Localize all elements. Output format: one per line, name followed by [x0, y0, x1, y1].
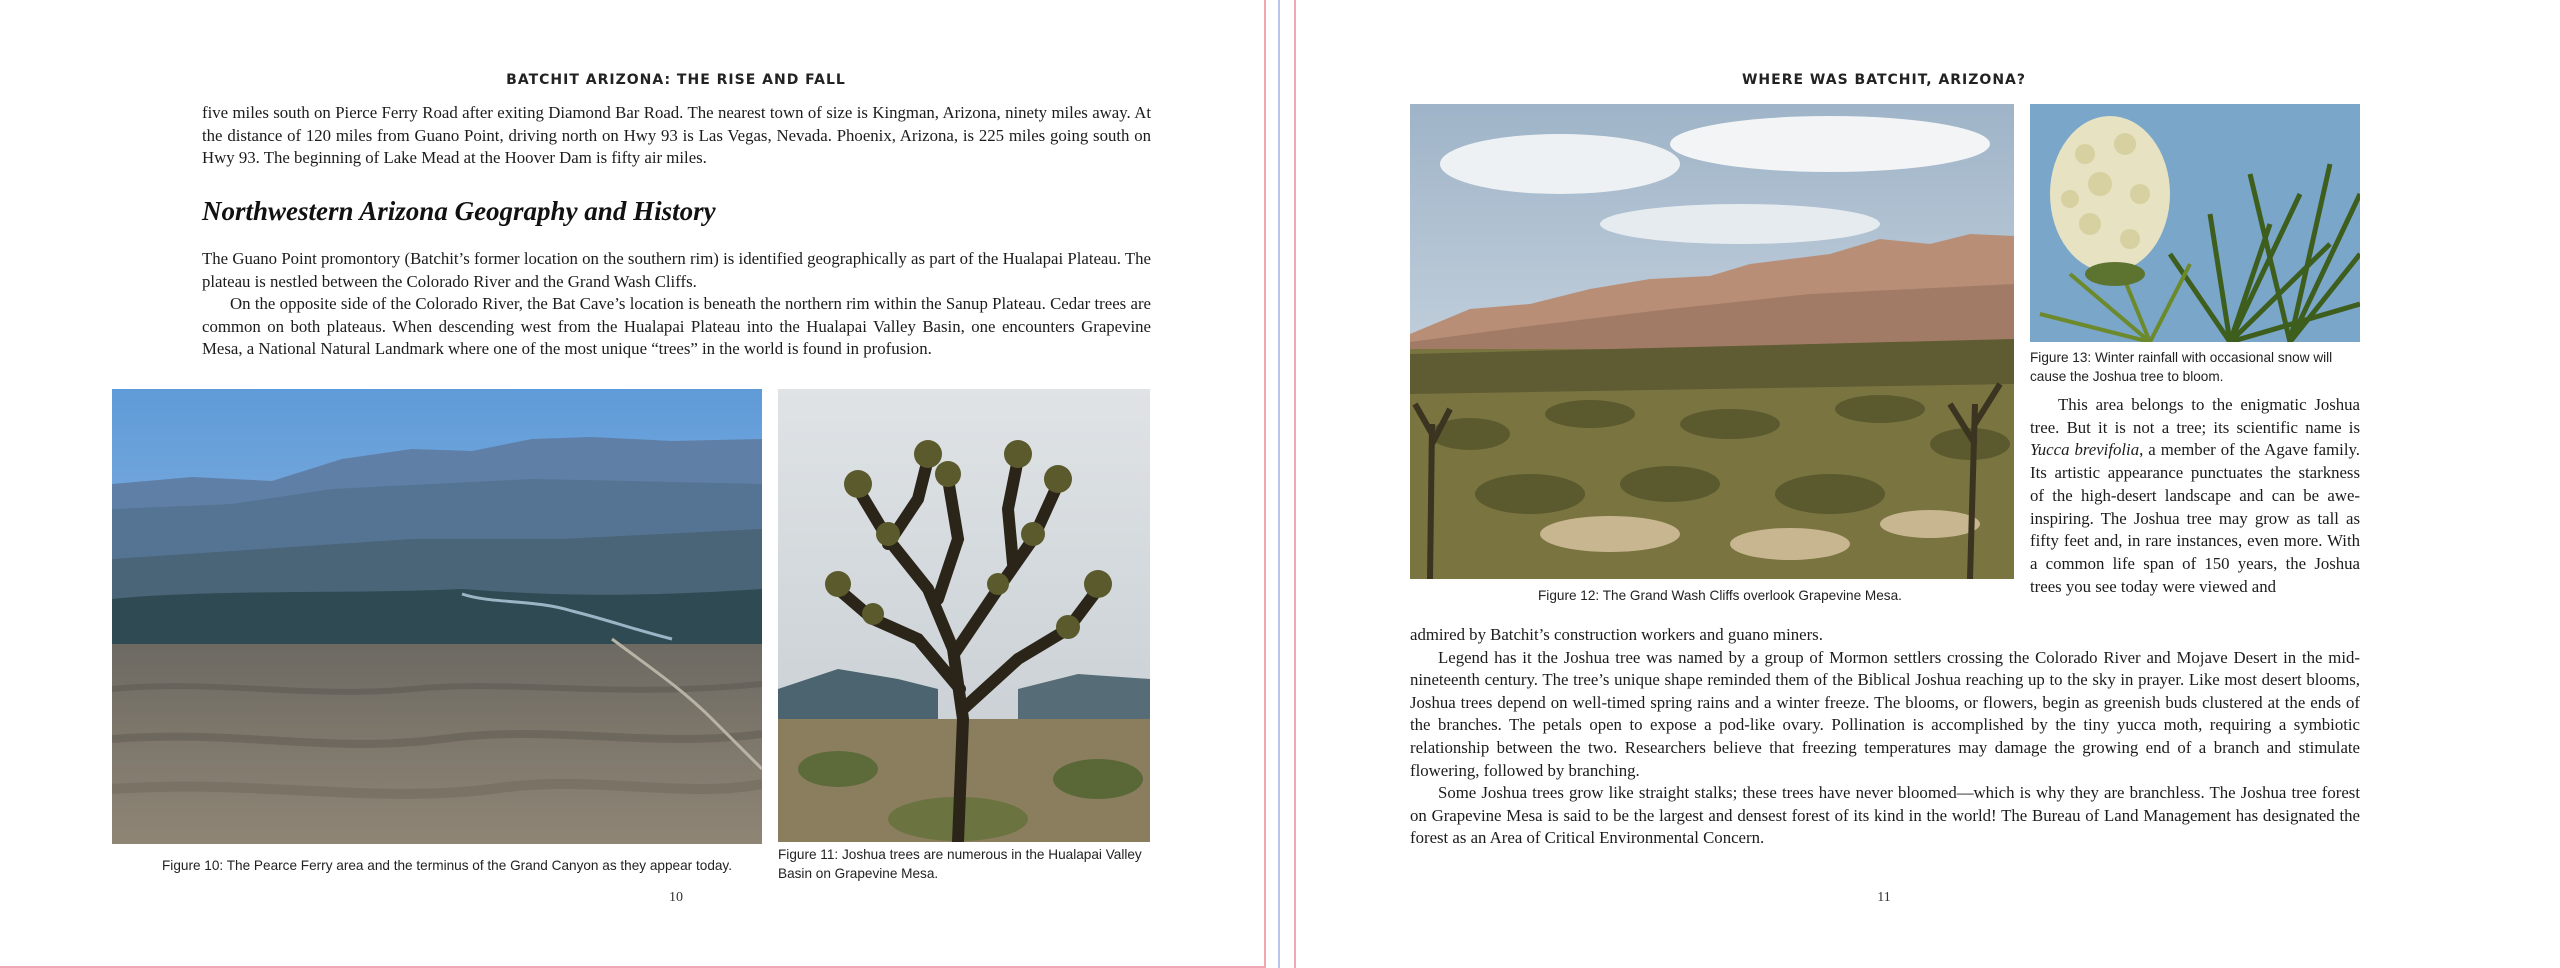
gutter-line — [1278, 0, 1280, 968]
opening-paragraph: five miles south on Pierce Ferry Road after exiting Diamond Bar Road. The nearest town of size is Kingman, Arizona, ninety miles away. At the distance of 120 miles from Guano Point, driving north on Hwy 93 is Las Vegas, Nevada. Phoenix, Arizona, is 225 miles going south on Hwy 93. The beginning of Lake Mead at the Hoover Dam is fifty air miles. — [202, 103, 1151, 168]
geography-paragraph-1: The Guano Point promontory (Batchit’s former location on the southern rim) is identified geographically as part of the Hualapai Plateau. The plateau is nestled between the Colorado River and the Grand Wash Cliffs. — [202, 249, 1151, 291]
right-running-head: WHERE WAS BATCHIT, ARIZONA? — [1741, 72, 2026, 88]
geography-text — [202, 248, 1151, 361]
stalks-paragraph: Some Joshua trees grow like straight stalks; these trees have never bloomed—which is why they are branchless. The Joshua tree forest on Grapevine Mesa is said to be the largest and densest forest of its kind in the world! The Bureau of Land Management has designated the forest as an Area of Critical Environmental Concern. — [1410, 783, 2360, 848]
left-page-number: 10 — [669, 890, 683, 905]
figure-10-caption: Figure 10: The Pearce Ferry area and the terminus of the Grand Canyon as they appear today. — [162, 858, 733, 873]
left-page — [0, 0, 1264, 968]
legend-paragraph: Legend has it the Joshua tree was named by a group of Mormon settlers crossing the Colorado River and Mojave Desert in the mid-nineteenth century. The tree’s unique shape reminded them of the Biblical Joshua reaching up to the sky in prayer. Like most desert blooms, Joshua trees depend on well-timed spring rains and a winter freeze. The blooms, or flowers, begin as greenish buds clustered at the ends of the branches. The petals open to expose a pod-like ovary. Pollination is accomplished by the tiny yucca moth, requiring a symbiotic relationship between the two. Researchers believe that freezing temperatures may damage the growing end of a branch and stimulate flowering, followed by branching. — [1410, 647, 2360, 780]
figure-10-photo — [112, 389, 762, 844]
figure-12-photo — [1410, 104, 2014, 579]
figure-12-caption: Figure 12: The Grand Wash Cliffs overlook Grapevine Mesa. — [1538, 588, 1902, 603]
figure-13-photo — [2030, 104, 2360, 342]
joshua-tree-wrap-paragraph — [2030, 394, 2360, 598]
figure-11-photo — [778, 389, 1150, 842]
right-page-number: 11 — [1877, 890, 1891, 905]
figure-11-caption: Figure 11: Joshua trees are numerous in the Hualapai Valley Basin on Grapevine Mesa. — [778, 847, 1142, 881]
left-running-head: BATCHIT ARIZONA: THE RISE AND FALL — [506, 72, 846, 88]
wrap-text-part-2: , a member of the Agave family. Its artistic appearance punctuates the starkness of the high-desert landscape and can be awe-inspiring. The Joshua tree may grow as tall as fifty feet and, in rare instances, even more. With a common life span of 150 years, the Joshua trees you see today were viewed and — [2030, 440, 2361, 596]
geography-paragraph-2: On the opposite side of the Colorado River, the Bat Cave’s location is beneath the northern rim within the Sanup Plateau. Cedar trees are common on both plateaus. When descending west from the Hualapai Plateau into the Hualapai Valley Basin, one encounters Grapevine Mesa, a National Natural Landmark where one of the most unique “trees” in the world is found in profusion. — [202, 294, 1151, 359]
right-body-text — [1410, 624, 2360, 850]
section-heading: Northwestern Arizona Geography and History — [202, 196, 716, 226]
figure-13-caption: Figure 13: Winter rainfall with occasional snow will cause the Joshua tree to bloom. — [2030, 350, 2333, 384]
right-page — [1296, 0, 2560, 968]
continuation-line: admired by Batchit’s construction workers and guano miners. — [1410, 625, 1823, 644]
scientific-name: Yucca brevifolia — [2030, 440, 2140, 460]
left-page-edge — [1264, 0, 1266, 968]
wrap-text-part-1: This area belongs to the enigmatic Joshua tree. But it is not a tree; its scientific name is — [2030, 395, 2360, 437]
